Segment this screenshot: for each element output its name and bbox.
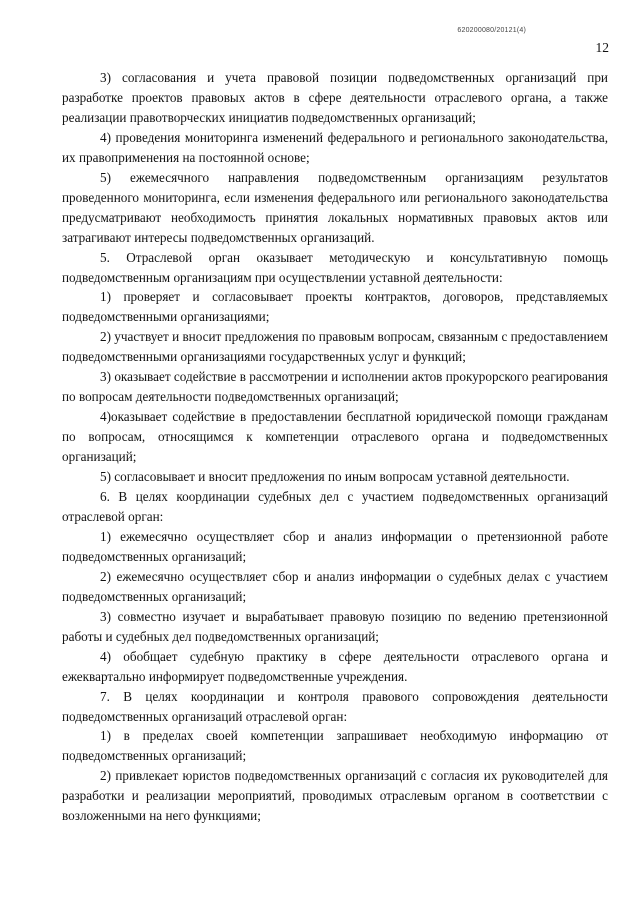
paragraph: 2) участвует и вносит предложения по правовым вопросам, связанным с предоставлением подведомственными организациями государственных услуг и функций;: [62, 329, 608, 365]
document-body: [62, 68, 608, 826]
paragraph: 2) ежемесячно осуществляет сбор и анализ информации о судебных делах с участием подведомственных организаций;: [62, 568, 608, 604]
document-code: 620200080/20121(4): [457, 27, 526, 34]
paragraph: 2) привлекает юристов подведомственных организаций с согласия их руководителей для разработки и реализации мероприятий, проводимых отраслевым органом в соответствии с возложенными на него функциями;: [62, 768, 608, 824]
paragraph: 5) согласовывает и вносит предложения по иным вопросам уставной деятельности.: [100, 469, 570, 485]
paragraph: 4) проведения мониторинга изменений федерального и регионального законодательства, их правоприменения на постоянной основе;: [62, 129, 608, 165]
paragraph: 3) оказывает содействие в рассмотрении и исполнении актов прокурорского реагирования по вопросам деятельности подведомственных организаций;: [62, 369, 608, 405]
paragraph: 1) проверяет и согласовывает проекты контрактов, договоров, представляемых подведомственными организациями;: [62, 289, 608, 325]
paragraph: 5) ежемесячного направления подведомственным организациям результатов проведенного мониторинга, если изменения федерального или регионального законодательства предусматривают необходимость принятия локальных нормативных правовых актов или затрагивают интересы подведомственных организаций.: [62, 169, 608, 245]
paragraph: 1) в пределах своей компетенции запрашивает необходимую информацию от подведомственных организаций;: [62, 728, 608, 764]
paragraph: 5. Отраслевой орган оказывает методическую и консультативную помощь подведомственным организациям при осуществлении уставной деятельности:: [62, 249, 608, 285]
paragraph: 4)оказывает содействие в предоставлении бесплатной юридической помощи гражданам по вопросам, относящимся к компетенции отраслевого органа и подведомственных организаций;: [62, 409, 608, 465]
paragraph: 7. В целях координации и контроля правового сопровождения деятельности подведомственных организаций отраслевой орган:: [62, 688, 608, 724]
paragraph: 1) ежемесячно осуществляет сбор и анализ информации о претензионной работе подведомственных организаций;: [62, 528, 608, 564]
paragraph: 3) согласования и учета правовой позиции подведомственных организаций при разработке проектов правовых актов в сфере деятельности отраслевого органа, а также реализации правотворческих инициатив подведомственных организаций;: [62, 70, 608, 125]
paragraph: 4) обобщает судебную практику в сфере деятельности отраслевого органа и ежеквартально информирует подведомственные учреждения.: [62, 648, 608, 684]
paragraph: 6. В целях координации судебных дел с участием подведомственных организаций отраслевой орган:: [62, 489, 608, 524]
paragraph: 3) совместно изучает и вырабатывает правовую позицию по ведению претензионной работы и судебных дел подведомственных организаций;: [62, 608, 608, 644]
page-number: 12: [595, 40, 609, 55]
